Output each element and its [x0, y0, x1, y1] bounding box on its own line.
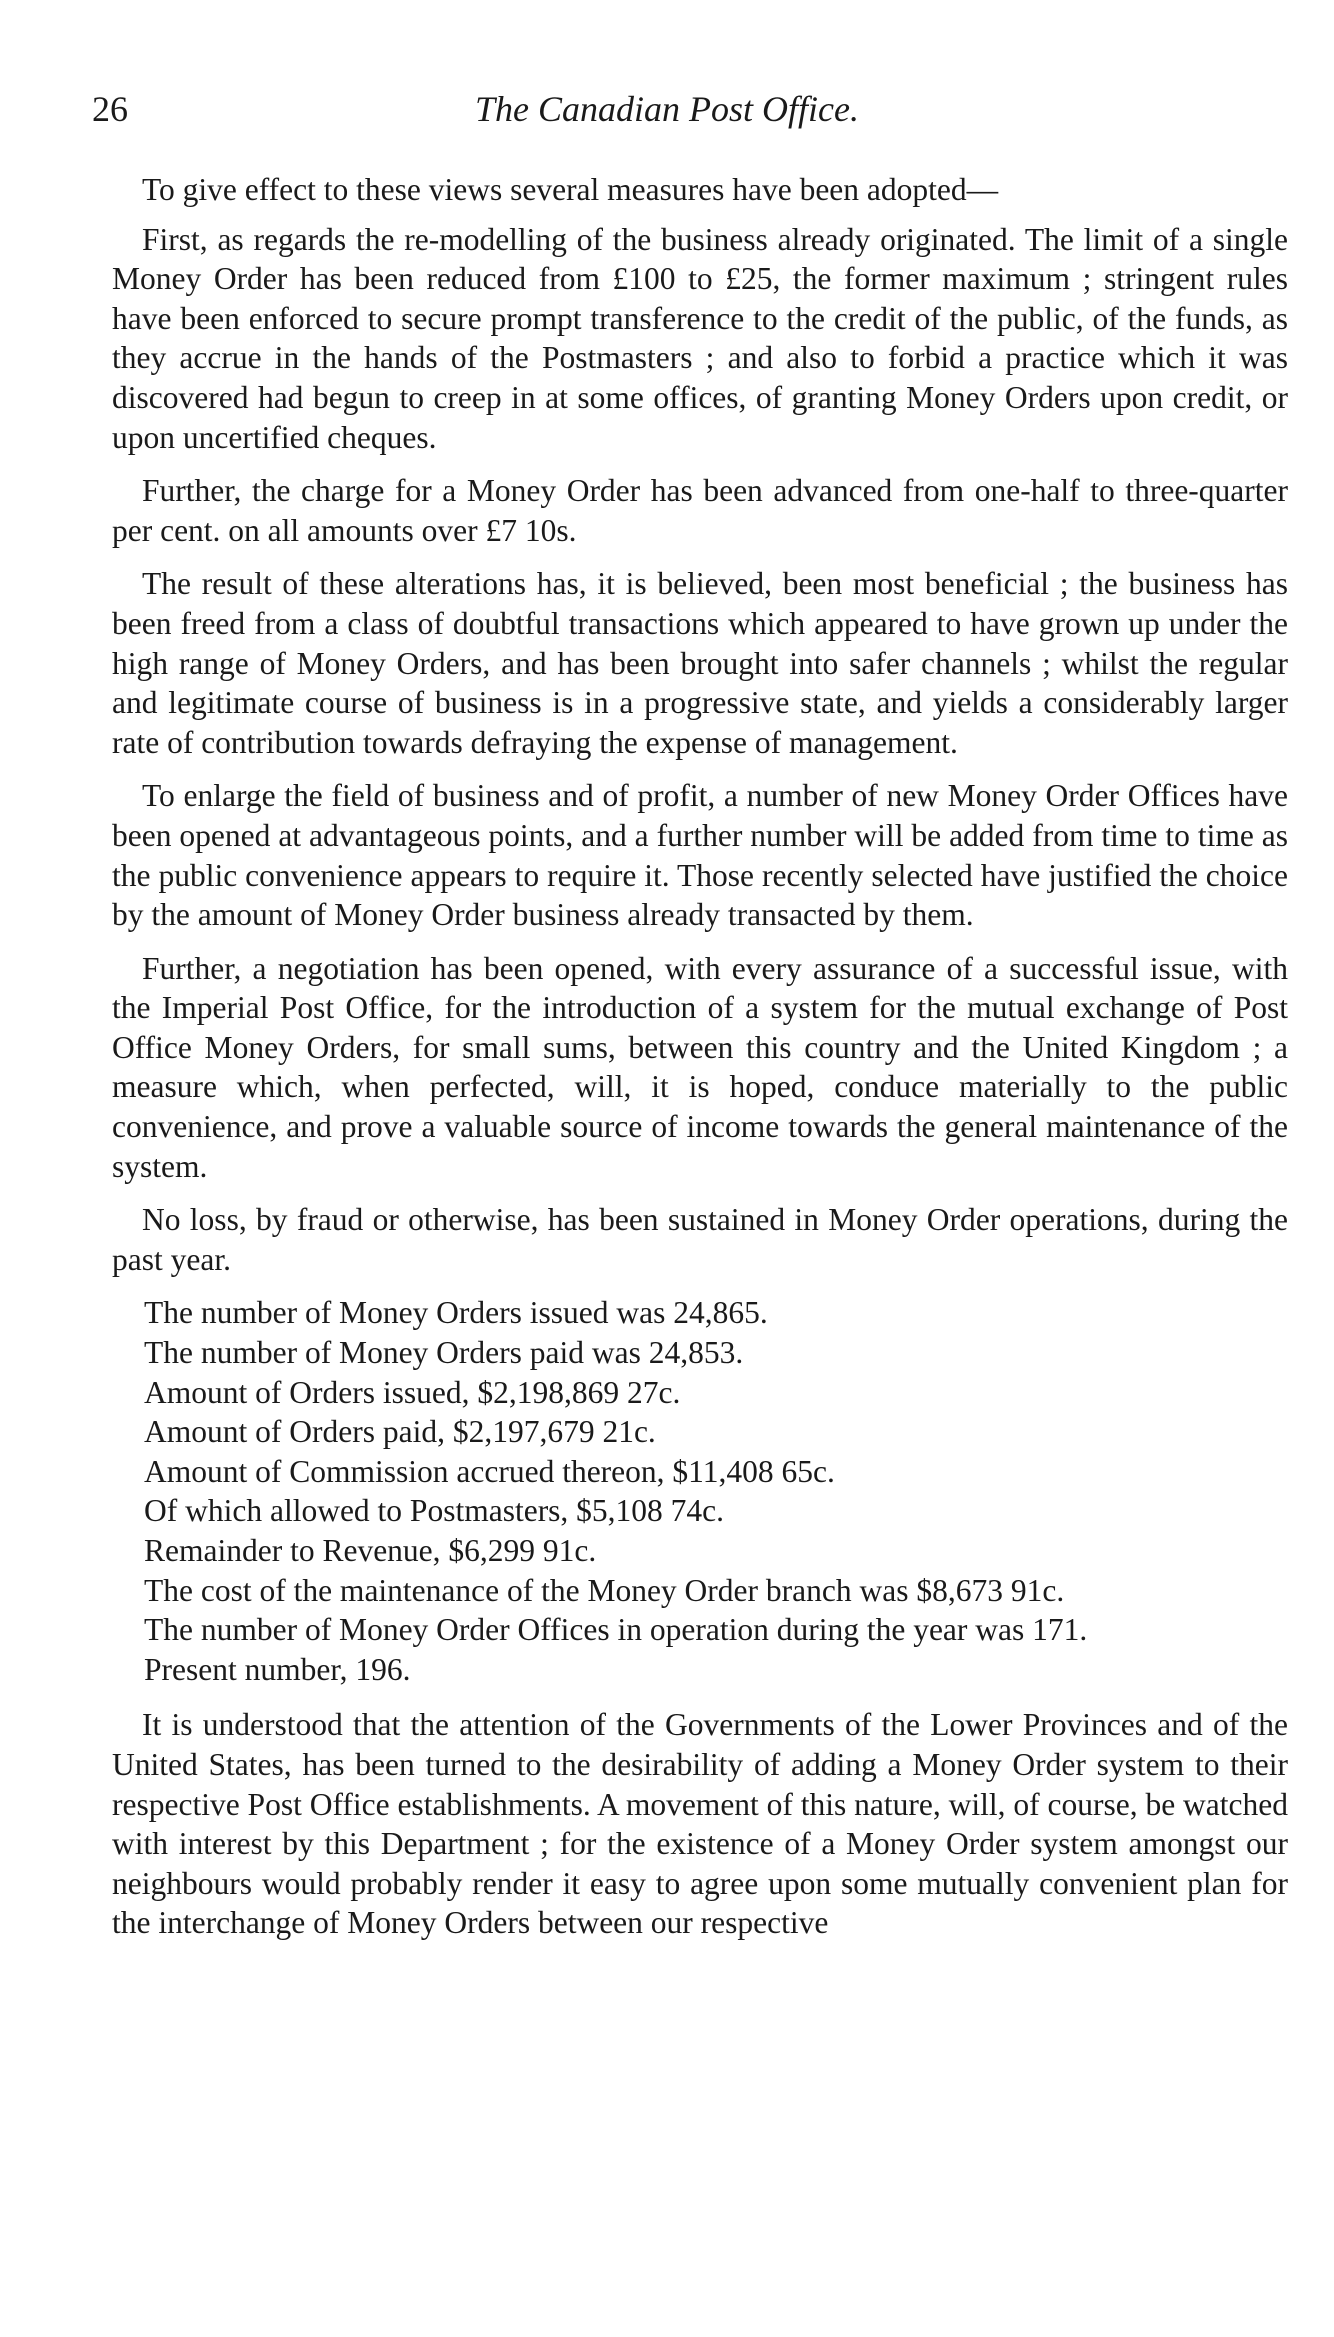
- paragraph-enlarge: To enlarge the field of business and of profit, a number of new Money Order Offices have been opened at advantageous points, and a further number will be added from time to time as the public convenience appears to require it. Those recently selected have justified the choice by the amount of Money Order business already transacted by them.: [112, 778, 1288, 933]
- body-text: [112, 170, 1288, 1957]
- paragraph-no-loss: No loss, by fraud or otherwise, has been sustained in Money Order operations, during the past year.: [112, 1202, 1288, 1277]
- stat-line: Amount of Orders issued, $2,198,869 27c.: [144, 1374, 681, 1410]
- paragraph-charge: Further, the charge for a Money Order has been advanced from one-half to three-quarter per cent. on all amounts over £7 10s.: [112, 473, 1288, 548]
- stat-line: The number of Money Order Offices in operation during the year was 171.: [144, 1612, 1088, 1648]
- paragraph-remodelling: First, as regards the re-modelling of the business already originated. The limit of a single Money Order has been reduced from £100 to £25, the former maximum ; stringent rules have been enforced to secure prompt transference to the credit of the public, of the funds, as they accrue in the hands of the Postmasters ; and also to forbid a practice which it was discovered had begun to creep in at some offices, of granting Money Orders upon credit, or upon uncertified cheques.: [112, 221, 1288, 455]
- stat-line: The cost of the maintenance of the Money Order branch was $8,673 91c.: [144, 1572, 1065, 1608]
- stat-line: Amount of Orders paid, $2,197,679 21c.: [144, 1414, 656, 1450]
- stat-line: Present number, 196.: [144, 1651, 411, 1687]
- stat-line: The number of Money Orders paid was 24,853.: [144, 1335, 744, 1371]
- stat-line: The number of Money Orders issued was 24,865.: [144, 1295, 768, 1331]
- paragraph-result: The result of these alterations has, it is believed, been most beneficial ; the business has been freed from a class of doubtful transactions which appeared to have grown up under the high range of Money Orders, and has been brought into safer channels ; whilst the regular and legitimate course of business is in a progressive state, and yields a considerably larger rate of contribution towards defraying the expense of management.: [112, 566, 1288, 760]
- running-title: The Canadian Post Office.: [475, 89, 859, 129]
- stat-line: Amount of Commission accrued thereon, $11,408 65c.: [144, 1453, 835, 1489]
- paragraph-negotiation: Further, a negotiation has been opened, with every assurance of a successful issue, with the Imperial Post Office, for the introduction of a system for the mutual exchange of Post Office Money Orders, for small sums, between this country and the United Kingdom ; a measure which, when perfected, will, it is hoped, conduce materially to the public convenience, and prove a valuable source of income towards the general maintenance of the system.: [112, 950, 1288, 1184]
- page-header: [92, 88, 1242, 138]
- stat-line: Remainder to Revenue, $6,299 91c.: [144, 1533, 597, 1568]
- paragraph-intro: To give effect to these views several measures have been adopted—: [142, 172, 999, 207]
- stat-line: Of which allowed to Postmasters, $5,108 74c.: [144, 1493, 725, 1529]
- statistics-list: [112, 1293, 1288, 1689]
- paragraph-closing: It is understood that the attention of the Governments of the Lower Provinces and of the United States, has been turned to the desirability of adding a Money Order system to their respective Post Office establishments. A movement of this nature, will, of course, be watched with interest by this Department ; for the existence of a Money Order system amongst our neighbours would probably render it easy to agree upon some mutually convenient plan for the interchange of Money Orders between our respective: [112, 1707, 1289, 1941]
- page-number: 26: [92, 89, 128, 129]
